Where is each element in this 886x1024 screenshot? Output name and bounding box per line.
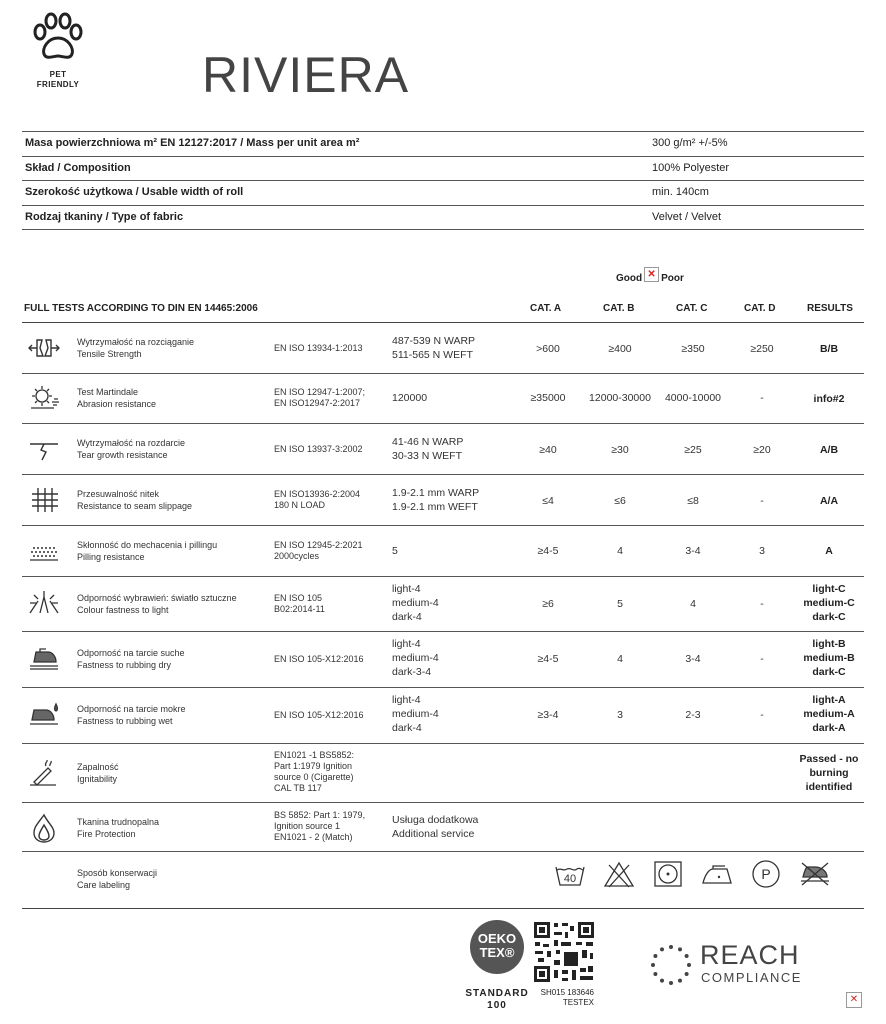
tests-heading: FULL TESTS ACCORDING TO DIN EN 14465:2006 (24, 303, 258, 314)
standard-number: 100 (487, 1000, 507, 1011)
final-result: light-B (812, 638, 846, 650)
cigarette-icon (28, 760, 60, 786)
cat-d-value: - (760, 598, 764, 610)
test-name-pl: Odporność wybrawień: światło sztuczne (77, 593, 237, 603)
cat-d-value: - (760, 653, 764, 665)
test-name-pl: Odporność na tarcie mokre (77, 704, 186, 714)
final-result: info#2 (813, 393, 845, 405)
final-result: A/A (819, 495, 839, 507)
tests-header (22, 300, 864, 323)
test-standard: CAL TB 117 (274, 783, 322, 793)
test-name-en: Tear growth resistance (77, 450, 168, 460)
final-result: B/B (819, 343, 839, 355)
test-name-en: Fastness to rubbing dry (77, 660, 172, 670)
cat-c-value: 3-4 (685, 653, 701, 665)
cat-c-value: ≥350 (681, 343, 705, 355)
test-result: dark-4 (392, 611, 422, 623)
cat-b-value: 5 (617, 598, 623, 610)
table-row (22, 475, 864, 526)
test-standard: EN1021 - 2 (Match) (274, 832, 353, 842)
cat-d-value: ≥250 (750, 343, 774, 355)
cat-d-value: - (760, 392, 764, 404)
table-row (22, 852, 864, 909)
cat-a-value: ≥3-4 (537, 709, 559, 721)
table-row (22, 744, 864, 803)
certification-footer (0, 910, 886, 1024)
test-result: 487-539 N WARP (392, 335, 476, 347)
test-name-pl: Tkanina trudnopalna (77, 817, 160, 827)
oeko-line2: TEX® (479, 945, 515, 960)
test-name-en: Resistance to seam slippage (77, 501, 193, 511)
cat-a-value: ≥6 (542, 598, 554, 610)
tests-table (22, 323, 864, 909)
cat-a-value: ≥40 (539, 444, 557, 456)
test-name-en: Tensile Strength (77, 349, 142, 359)
final-result: A/B (819, 444, 839, 456)
legend-good: Good (616, 273, 643, 284)
seam-icon (28, 487, 60, 513)
cat-b-value: 4 (617, 545, 623, 557)
pro-clean-letter: P (761, 866, 771, 882)
property-label: Masa powierzchniowa m² EN 12127:2017 / Mass per unit area m² (25, 137, 360, 149)
cat-d-value: 3 (759, 545, 765, 557)
wash-temp-label: 40 (563, 873, 577, 885)
property-row (22, 157, 864, 182)
pilling-icon (28, 538, 60, 564)
cat-c-header: CAT. C (676, 303, 708, 314)
cat-c-value: 4 (690, 598, 696, 610)
tensile-icon (28, 335, 60, 361)
cat-c-value: ≤8 (687, 495, 699, 507)
property-value: 300 g/m² +/-5% (652, 137, 728, 149)
cat-a-value: ≥35000 (530, 392, 566, 404)
cat-b-value: 12000-30000 (589, 392, 651, 404)
test-name-en: Abrasion resistance (77, 399, 157, 409)
test-standard: BS 5852: Part 1: 1979, (274, 810, 366, 820)
table-row (22, 688, 864, 744)
fire-icon (28, 813, 60, 843)
test-result: light-4 (392, 694, 421, 706)
final-result: medium-B (803, 652, 855, 664)
test-result: 120000 (392, 392, 428, 404)
final-result: medium-A (803, 708, 855, 720)
property-value: min. 140cm (652, 186, 709, 198)
cat-b-value: ≥30 (611, 444, 629, 456)
test-result: 1.9-2.1 mm WEFT (392, 501, 478, 513)
test-standard: EN ISO 12945-2:2021 (274, 540, 363, 550)
care-symbols (554, 859, 831, 889)
final-result: identified (805, 781, 853, 793)
property-label: Rodzaj tkaniny / Type of fabric (25, 210, 184, 223)
professional-clean-icon (750, 859, 782, 889)
legend-poor: Poor (661, 273, 684, 284)
test-name-pl: Zapalność (77, 762, 119, 772)
final-result: light-C (812, 583, 846, 595)
test-result: 511-565 N WEFT (392, 349, 473, 361)
cat-b-value: 3 (617, 709, 623, 721)
test-standard: Ignition source 1 (274, 821, 341, 831)
final-result: Passed - no (799, 753, 859, 765)
test-name-en: Pilling resistance (77, 552, 145, 562)
pet-label: PET (49, 70, 67, 79)
property-value: 100% Polyester (652, 161, 730, 174)
abrasion-icon (28, 384, 60, 410)
cat-b-header: CAT. B (603, 303, 635, 314)
test-standard: EN ISO12947-2:2017 (274, 398, 361, 408)
test-standard: EN ISO 105-X12:2016 (274, 654, 364, 664)
table-row (22, 323, 864, 374)
final-result: burning (809, 767, 849, 779)
broken-image-icon: ✕ (846, 992, 862, 1008)
test-result: light-4 (392, 583, 421, 595)
iron-low-icon (701, 859, 733, 889)
test-name-pl: Przesuwalność nitek (77, 489, 160, 499)
test-result: 5 (392, 545, 398, 557)
test-standard: 2000cycles (274, 551, 320, 561)
test-result: 41-46 N WARP (392, 436, 464, 448)
final-result: light-A (812, 694, 846, 706)
test-standard: EN ISO 12947-1:2007; (274, 387, 366, 397)
test-result: 30-33 N WEFT (392, 450, 463, 462)
qr-code (532, 920, 596, 984)
test-name-pl: Odporność na tarcie suche (77, 648, 185, 658)
test-standard: source 0 (Cigarette) (274, 772, 354, 782)
cat-c-value: 3-4 (685, 545, 701, 557)
final-result: dark-C (812, 611, 846, 623)
table-row (22, 424, 864, 475)
final-result: dark-C (812, 666, 846, 678)
pet-friendly-badge (24, 12, 92, 90)
final-result: medium-C (803, 597, 855, 609)
table-row (22, 374, 864, 424)
reach-subtitle: COMPLIANCE (701, 970, 802, 985)
test-result: Usługa dodatkowa (392, 814, 479, 826)
test-name-pl: Skłonność do mechacenia i pillingu (77, 540, 218, 550)
cat-a-header: CAT. A (530, 303, 562, 314)
test-name-pl: Wytrzymałość na rozdarcie (77, 438, 185, 448)
cat-d-value: - (760, 709, 764, 721)
test-standard: EN ISO 13937-3:2002 (274, 444, 363, 454)
reach-title: REACH (700, 940, 800, 970)
test-standard: EN ISO 105 (274, 593, 323, 603)
table-row (22, 526, 864, 577)
cat-a-value: ≥4-5 (537, 545, 559, 557)
oeko-line1: OEKO (477, 931, 517, 946)
good-poor-legend (616, 268, 684, 284)
cat-c-value: 4000-10000 (664, 392, 722, 404)
test-result: 1.9-2.1 mm WARP (392, 487, 480, 499)
property-row (22, 206, 864, 231)
final-result: A (825, 545, 833, 557)
cat-c-value: ≥25 (684, 444, 702, 456)
test-result: light-4 (392, 638, 421, 650)
paw-icon (28, 12, 88, 64)
test-standard: EN ISO 13934-1:2013 (274, 343, 363, 353)
test-name-pl: Test Martindale (77, 387, 139, 397)
cat-b-value: ≥400 (608, 343, 632, 355)
test-name-en: Ignitability (77, 774, 118, 784)
cat-b-value: ≤6 (614, 495, 626, 507)
test-result: dark-3-4 (392, 666, 432, 678)
test-name-en: Care labeling (77, 880, 131, 890)
test-result: medium-4 (392, 708, 439, 720)
test-standard: EN1021 -1 BS5852: (274, 750, 355, 760)
table-row (22, 577, 864, 632)
test-standard: 180 N LOAD (274, 500, 326, 510)
property-label: Szerokość użytkowa / Usable width of roll (25, 186, 244, 198)
broken-image-icon: ✕ (644, 267, 659, 282)
cat-a-value: ≤4 (542, 495, 554, 507)
test-standard: Part 1:1979 Ignition (274, 761, 353, 771)
product-title: RIVIERA (202, 47, 410, 103)
test-name-pl: Wytrzymałość na rozciąganie (77, 337, 194, 347)
test-name-en: Fire Protection (77, 829, 136, 839)
test-name-en: Colour fastness to light (77, 605, 169, 615)
table-row (22, 803, 864, 852)
wash-40-icon (554, 859, 586, 889)
friendly-label: FRIENDLY (36, 80, 80, 89)
rub-dry-icon (28, 646, 60, 672)
oeko-tex-logo (470, 920, 524, 974)
standard-label: STANDARD (465, 988, 529, 999)
light-icon (28, 589, 60, 615)
results-header: RESULTS (807, 303, 853, 314)
cat-c-value: 2-3 (685, 709, 701, 721)
cat-d-value: - (760, 495, 764, 507)
final-result: dark-A (812, 722, 846, 734)
cat-d-value: ≥20 (753, 444, 771, 456)
test-standard: EN ISO 105-X12:2016 (274, 710, 364, 720)
property-row (22, 131, 864, 157)
test-name-pl: Sposób konserwacji (77, 868, 158, 878)
cat-b-value: 4 (617, 653, 623, 665)
test-standard: EN ISO13936-2:2004 (274, 489, 361, 499)
no-tumble-icon (799, 859, 831, 889)
property-row (22, 181, 864, 206)
cert-org: TESTEX (562, 998, 594, 1007)
cat-a-value: ≥4-5 (537, 653, 559, 665)
rub-wet-icon (28, 702, 60, 728)
tumble-dry-icon (652, 859, 684, 889)
cert-code: SH015 183646 (540, 988, 594, 997)
no-bleach-icon (603, 859, 635, 889)
properties-table (22, 131, 864, 230)
eu-stars-icon (648, 942, 694, 988)
test-result: Additional service (392, 828, 475, 840)
tear-icon (28, 436, 60, 462)
test-standard: B02:2014-11 (274, 604, 325, 614)
property-label: Skład / Composition (25, 161, 131, 174)
property-value: Velvet / Velvet (652, 210, 722, 223)
test-result: dark-4 (392, 722, 422, 734)
cat-d-header: CAT. D (744, 303, 776, 314)
test-result: medium-4 (392, 597, 439, 609)
table-row (22, 632, 864, 688)
test-result: medium-4 (392, 652, 439, 664)
test-name-en: Fastness to rubbing wet (77, 716, 173, 726)
cat-a-value: >600 (536, 343, 560, 355)
